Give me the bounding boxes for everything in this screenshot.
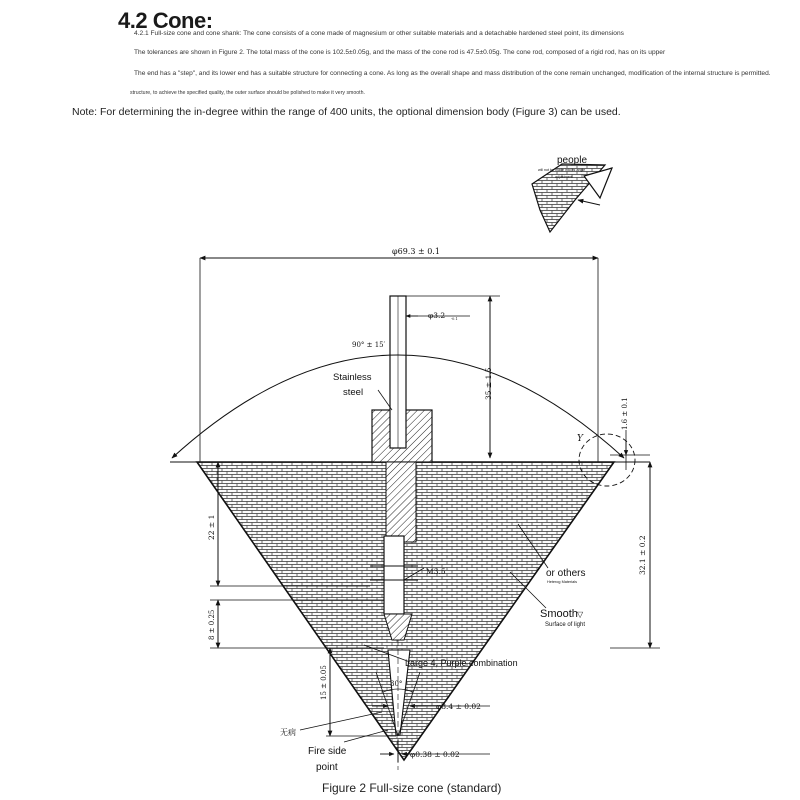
point-diameter-label: φ8.4 ± 0.02 — [436, 702, 481, 711]
stainless-label-1: Stainless — [333, 372, 372, 383]
rod-height-label: 35 ± 1.5 — [484, 367, 493, 400]
heterog-label: Heterog Materials — [547, 580, 577, 584]
tip-diameter-label: φ0.38 ± 0.02 — [410, 750, 460, 759]
fire-side-label-2: point — [316, 762, 338, 773]
figure-caption: Figure 2 Full-size cone (standard) — [322, 781, 502, 795]
paragraph-3: The end has a "step", and its lower end has a suitable structure for connecting a cone. As long as the overall shape and mass distribution of the cone remain unchanged, modification of the internal structure is permitted. — [134, 70, 771, 77]
detail-note-1: will not be made into its angle — [538, 168, 586, 172]
note-text: Note: For determining the in-degree within the range of 400 units, the optional dimension body (Figure 3) can be used. — [72, 106, 621, 118]
upper-depth-label: 22 ± 1 — [207, 514, 216, 540]
rod-diameter-label: φ3.2 — [428, 311, 446, 320]
point-length-label: 15 ± 0.05 — [320, 665, 328, 700]
section-heading: 4.2 Cone: — [118, 8, 213, 33]
detail-note-2: adjustment — [555, 175, 573, 179]
detail-view — [532, 155, 612, 232]
tip-angle-label: 30° — [390, 680, 403, 688]
purple-label: Large 4, Purple combination — [405, 658, 518, 668]
cone-angle-label: 90° ± 15′ — [352, 341, 386, 349]
rod-diameter-tolerance: -0.1 — [451, 317, 458, 321]
smooth-label: Smooth — [540, 608, 578, 620]
fire-side-label-1: Fire side — [308, 746, 347, 757]
paragraph-2: The tolerances are shown in Figure 2. The total mass of the cone is 102.5±0.05g, and the mass of the cone rod is 47.5±0.05g. The cone rod, composed of a rigid rod, has on its upper — [134, 49, 666, 56]
detail-title: people — [557, 155, 588, 166]
burr-leader — [300, 712, 382, 730]
paragraph-4: structure, to achieve the specified quality, the outer surface should be polished to make it very smooth. — [130, 90, 365, 96]
stainless-label-2: steel — [343, 387, 364, 398]
lower-depth-label: 8 ± 0.25 — [208, 609, 216, 640]
others-label: or others — [546, 568, 586, 579]
detail-arrow — [578, 200, 600, 205]
no-burr-label: 无病 — [280, 728, 296, 737]
cone-height-label: 32.1 ± 0.2 — [638, 535, 647, 575]
overall-diameter-label: φ69.3 ± 0.1 — [392, 247, 440, 256]
detail-y-marker: Y — [577, 434, 583, 444]
smooth-symbol: ▽ — [577, 610, 584, 619]
rim-height-label: 1.6 ± 0.1 — [621, 397, 629, 430]
cone-assembly — [170, 296, 650, 770]
internal-shaft — [386, 462, 416, 542]
thread-label: M3.5 — [426, 567, 446, 576]
surface-label: Surface of light — [545, 622, 586, 628]
paragraph-1: 4.2.1 Full-size cone and cone shank: The cone consists of a cone made of magnesium or other suitable materials and a detachable hardened steel point, its dimensions — [134, 30, 624, 37]
threaded-insert — [384, 536, 404, 614]
